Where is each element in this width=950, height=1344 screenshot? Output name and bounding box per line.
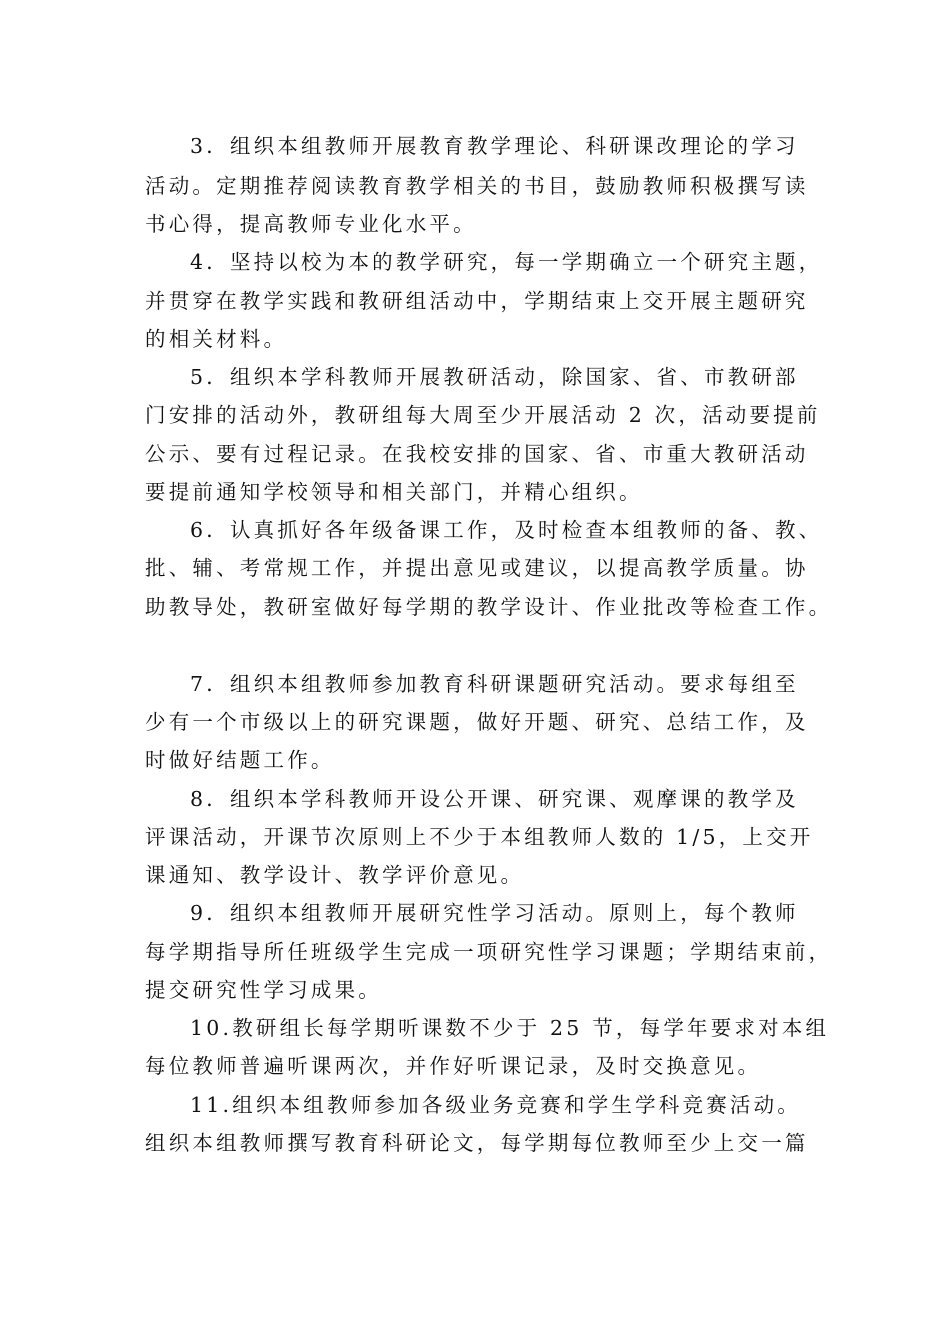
item-11-line-2: 组织本组教师撰写教育科研论文，每学期每位教师至少上交一篇 — [145, 1131, 809, 1155]
item-6-line-2: 批、辅、考常规工作，并提出意见或建议，以提高教学质量。协 — [145, 556, 809, 580]
item-3-line-1: 3．组织本组教师开展教育教学理论、科研课改理论的学习 — [190, 134, 799, 158]
item-4-line-1: 4．坚持以校为本的教学研究，每一学期确立一个研究主题， — [190, 250, 823, 274]
item-6-line-3: 助教导处，教研室做好每学期的教学设计、作业批改等检查工作。 — [145, 595, 833, 619]
item-9-line-3: 提交研究性学习成果。 — [145, 978, 382, 1002]
item-7-line-2: 少有一个市级以上的研究课题，做好开题、研究、总结工作，及 — [145, 710, 809, 734]
item-5-line-4: 要提前通知学校领导和相关部门，并精心组织。 — [145, 480, 643, 504]
item-5-line-2: 门安排的活动外，教研组每大周至少开展活动 2 次，活动要提前 — [145, 403, 821, 427]
item-5-line-1: 5．组织本学科教师开展教研活动，除国家、省、市教研部 — [190, 365, 799, 389]
item-10-line-1: 10.教研组长每学期听课数不少于 25 节，每学年要求对本组 — [190, 1016, 830, 1040]
item-3-line-3: 书心得，提高教师专业化水平。 — [145, 212, 477, 236]
item-9-line-1: 9．组织本组教师开展研究性学习活动。原则上，每个教师 — [190, 901, 799, 925]
item-11-line-1: 11.组织本组教师参加各级业务竞赛和学生学科竞赛活动。 — [190, 1093, 802, 1117]
item-7-line-1: 7．组织本组教师参加教育科研课题研究活动。要求每组至 — [190, 672, 799, 696]
item-3-line-2: 活动。定期推荐阅读教育教学相关的书目，鼓励教师积极撰写读 — [145, 174, 809, 198]
item-9-line-2: 每学期指导所任班级学生完成一项研究性学习课题；学期结束前， — [145, 940, 833, 964]
item-7-line-3: 时做好结题工作。 — [145, 748, 335, 772]
item-8-line-3: 课通知、教学设计、教学评价意见。 — [145, 863, 525, 887]
item-8-line-1: 8．组织本学科教师开设公开课、研究课、观摩课的教学及 — [190, 787, 799, 811]
item-4-line-3: 的相关材料。 — [145, 327, 288, 351]
item-10-line-2: 每位教师普遍听课两次，并作好听课记录，及时交换意见。 — [145, 1054, 762, 1078]
item-4-line-2: 并贯穿在教学实践和教研组活动中，学期结束上交开展主题研究 — [145, 289, 809, 313]
item-5-line-3: 公示、要有过程记录。在我校安排的国家、省、市重大教研活动 — [145, 442, 809, 466]
item-6-line-1: 6．认真抓好各年级备课工作，及时检查本组教师的备、教、 — [190, 518, 823, 542]
item-8-line-2: 评课活动，开课节次原则上不少于本组教师人数的 1/5，上交开 — [145, 825, 814, 849]
